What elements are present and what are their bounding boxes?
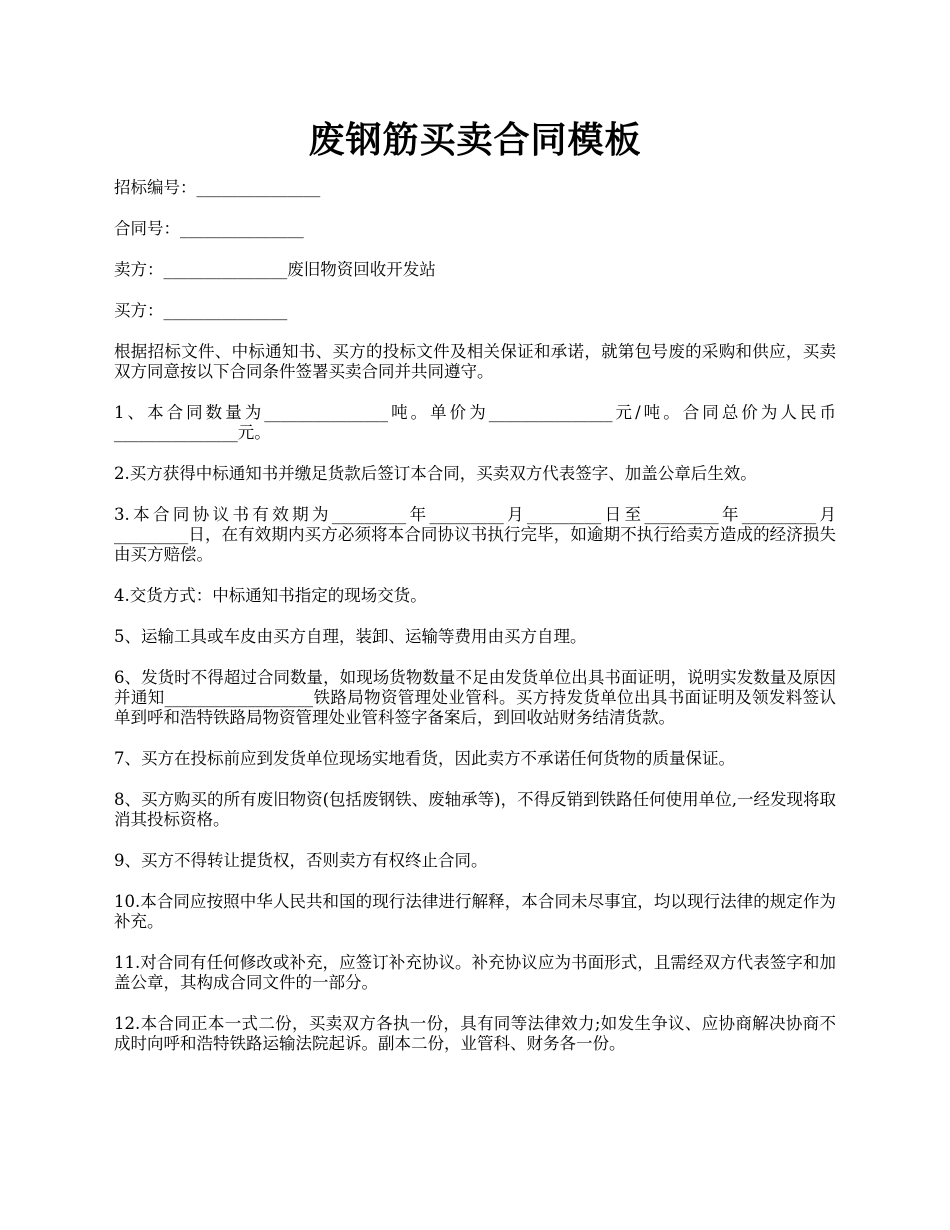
clause-6: 6、发货时不得超过合同数量，如现场货物数量不足由发货单位出具书面证明，说明实发数量及原因并通知__________________铁路局物资管理处业管科。买方持发货单位出具书面证明及领发料签认单到呼和浩特铁路局物资管理处业管科签字备案后，到回收站财务结清货款。: [114, 668, 836, 727]
clause-7: 7、买方在投标前应到发货单位现场实地看货，因此卖方不承诺任何货物的质量保证。: [114, 749, 735, 768]
clause-11: 11.对合同有任何修改或补充，应签订补充协议。补充协议应为书面形式，且需经双方代表签字和加盖公章，其构成合同文件的一部分。: [114, 953, 836, 992]
clause-3: 3.本合同协议书有效期为_________年_________月_________日至_________年_________月_________日，在有效期内买方必须将本合同协议书执行完毕，如逾期不执行给卖方造成的经济损失由买方赔偿。: [114, 505, 836, 564]
document-body: [114, 178, 836, 1075]
paragraph-seller: 卖方：_______________废旧物资回收开发站: [114, 260, 436, 279]
paragraph-contract-number: 合同号：_______________: [114, 219, 304, 238]
document-title: 废钢筋买卖合同模板: [308, 119, 642, 161]
clause-10: 10.本合同应按照中华人民共和国的现行法律进行解释，本合同未尽事宜，均以现行法律的规定作为补充。: [114, 892, 836, 931]
paragraph-preamble: 根据招标文件、中标通知书、买方的投标文件及相关保证和承诺，就第包号废的采购和供应，买卖双方同意按以下合同条件签署买卖合同并共同遵守。: [114, 342, 836, 381]
clause-5: 5、运输工具或车皮由买方自理，装卸、运输等费用由买方自理。: [114, 627, 587, 646]
clause-12: 12.本合同正本一式二份，买卖双方各执一份，具有同等法律效力;如发生争议、应协商解决协商不成时向呼和浩特铁路运输法院起诉。副本二份，业管科、财务各一份。: [114, 1014, 836, 1053]
paragraph-buyer: 买方：_______________: [114, 301, 288, 320]
clause-2: 2.买方获得中标通知书并缴足货款后签订本合同，买卖双方代表签字、加盖公章后生效。: [114, 464, 757, 483]
clause-8: 8、买方购买的所有废旧物资(包括废钢铁、废轴承等)，不得反销到铁路任何使用单位,一经发现将取消其投标资格。: [114, 790, 836, 829]
clause-1: 1、本合同数量为_______________吨。单价为_______________元/吨。合同总价为人民币_______________元。: [114, 403, 836, 442]
clause-4: 4.交货方式：中标通知书指定的现场交货。: [114, 586, 427, 605]
clause-9: 9、买方不得转让提货权，否则卖方有权终止合同。: [114, 851, 488, 870]
paragraph-tender-number: 招标编号：_______________: [114, 178, 321, 197]
